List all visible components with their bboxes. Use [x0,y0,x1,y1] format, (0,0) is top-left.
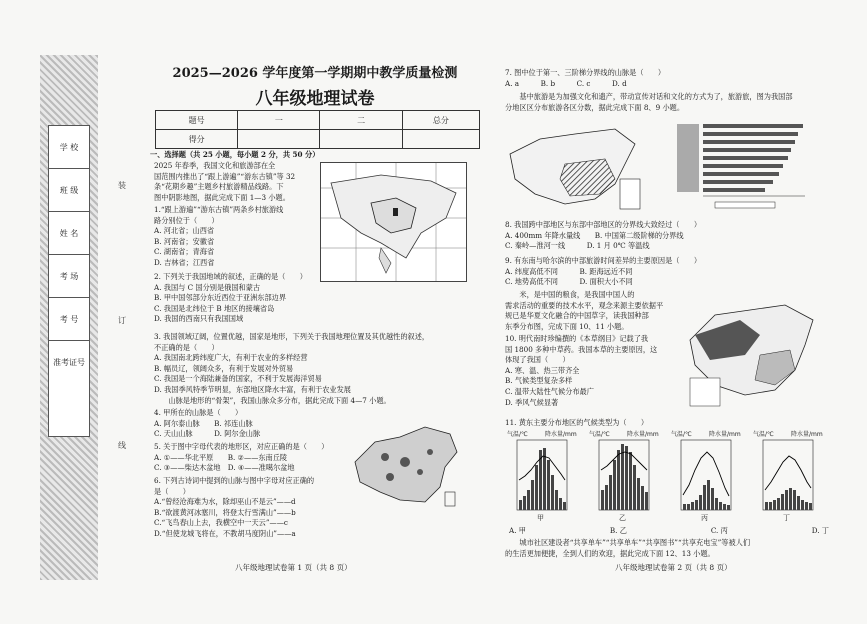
binding-mark: 订 [118,316,126,325]
question-8: 8. 我国跨中部地区与东部中部地区的分界线大致经过（ ） A. 400mm 年降水量线 B. 中国第二级阶梯的分界线 C. 秦岭—淮河一线 D. 1 月 0℃ 等温线 [505,220,702,251]
china-mountains-map [345,422,465,514]
left-page [150,62,480,602]
field-class: 班 级 [49,169,89,212]
climate-charts [505,430,835,525]
climate-axis-label: 气温/℃ [753,431,774,438]
score-cell [238,130,320,149]
question-10: 10. 明代南时珍编撰的《本草纲目》记载了我 国 1800 多种中草药。我国本草的主要原因，这 体现了我国（ ） A. 寒、温、热三带齐全 B. 气候类型复杂多样 C. 温带大陆性气候分布最广 D. 季风气候显著 [505,334,658,407]
option-a: A. 甲 [509,526,526,535]
field-name: 姓 名 [49,212,89,255]
score-cell: 题号 [156,111,238,130]
score-cell [402,130,479,149]
option-c: C. 丙 [710,526,728,535]
china-region-map [505,124,645,214]
question-2: 2. 下列关于我国地域的叙述，正确的是（ ） A. 我国与 C 国分别是俄国和蒙古 B. 甲中国邻部分东近西位于亚洲东部边界 C. 我国是北纬位于 B 地区的接壤省岛 D. 我国的西南只有我国国域 [154,272,307,324]
student-info-box [48,125,90,437]
field-exam-number: 考 号 [49,298,89,341]
exam-title: 2025—2026 学年度第一学期期中教学质量检测 [172,66,458,81]
score-cell [320,130,402,149]
section-heading: 一、选择题（共 25 小题，每小题 2 分，共 50 分） [150,150,320,159]
question-4: 4. 甲所在的山脉是（ ） A. 阿尔泰山脉 B. 祁连山脉 C. 天山山脉 D. 阿尔金山脉 [154,408,261,439]
option-b: B. 乙 [609,526,627,535]
question-3: 3. 我国领域辽阔，位置优越，国家是地形，下列关于我国地理位置及其优越性的叙述， 不正确的是（ ） A. 我国南北跨纬度广大，有利于农业的多样经营 B. 幅员辽，领阔众多，有利于发展对外贸易 C. 我国是一个海陆兼备的国家，不利于发展海洋贸易 D. 我国季风特季节明显，东部地区降水丰富，有利于农业发展 山脉是地形的“骨架”，我国山脉众多分布，据此完成下面 4—7 小题。 [154,332,430,405]
binding-mark: 线 [118,441,126,450]
climate-axis-label: 降水量/mm [627,431,659,438]
binding-strip [40,55,98,580]
score-cell: 二 [320,111,402,130]
climate-axis-label: 降水量/mm [791,431,823,438]
climate-chart-label: 丁 [783,514,790,522]
question-intro: 城市社区建设者“共享单车”“共享单车”“共享图书”“共享充电宝”等被人们 的生活更加便捷，全到人们的欢迎，据此完成下面 12、13 小题。 [505,538,751,558]
bar-chart [675,120,815,212]
climate-axis-label: 气温/℃ [671,431,692,438]
field-school: 学 校 [49,126,89,169]
option-d: D. 丁 [811,526,829,535]
climate-axis-label: 降水量/mm [709,431,741,438]
question-9: 9. 有东南与哈尔滨的中部旅游时间差异的主要原因是（ ） A. 纬度高低不同 B. 距海远近不同 C. 地势高低不同 D. 面积大小不同 [505,256,702,287]
right-page [505,62,835,602]
climate-chart-label: 甲 [537,514,544,522]
score-cell: 得分 [156,130,238,149]
question-7: 7. 图中位于第一、三阶梯分界线的山脉是（ ） A. a B. b C. c D. d [505,68,666,88]
asia-map [320,162,467,282]
question-1: 1.“跟上游遍”“游东古镇”两条乡村旅游线 路分别位于（ ） A. 河北省；山西省 B. 河南省；安徽省 C. 湖南省；青海省 D. 吉林省；江西省 [154,205,284,267]
question-intro: 2025 年春季，我国文化和旅游部在全 国范围内推出了“跟上游遍”“游东古镇”等 32 条“花期乡趣”主题乡村旅游精品线路。下 图中阴影地图，据此完成下面 1—3 小题。 [154,161,296,202]
climate-axis-label: 气温/℃ [589,431,610,438]
score-cell: 一 [238,111,320,130]
climate-chart-label: 丙 [701,514,708,522]
question-5: 5. 关于图中字母代表的地形区，对应正确的是（ ） A. ①——华北平原 B. ②——东南丘陵 C. ③——柴达木盆地 D. ④——准噶尔盆地 [154,442,329,473]
binding-mark: 装 [118,181,126,190]
exam-subject-title: 八年级地理试卷 [255,89,375,109]
field-exam-room: 考 场 [49,255,89,298]
page-footer: 八年级地理试卷第 2 页（共 8 页） [615,563,732,572]
score-cell: 总分 [402,111,479,130]
question-11-options [509,526,829,537]
page-footer: 八年级地理试卷第 1 页（共 8 页） [235,563,352,572]
climate-axis-label: 气温/℃ [507,431,528,438]
question-11: 11. 黄东主要分布地区的气候类型为（ ） [505,418,649,427]
question-intro: 米，是中国的粮食，是我国中国人的 需求活动的重要的技术水平，观念来源主要依据平 规已是华夏文化融合的中国草字，读我国种部 东季分布图，完成下面 10、11 小题。 [505,290,664,331]
score-table [155,110,480,149]
field-admission-number: 准考证号 [53,357,85,367]
climate-chart-label: 乙 [619,514,626,522]
question-6: 6. 下列古诗词中提到的山脉与图中字母对应正确的 是（ ） A.“曾经沧海难为水，除却巫山不是云”——d B.“欲渡黄河冰塞川，将登太行雪满山”——b C.“飞鸟春山上去，我横空中一天云”——c D.“但使龙城飞将在，不教胡马度阴山”——a [154,476,315,538]
china-tea-map [685,300,820,410]
climate-axis-label: 降水量/mm [545,431,577,438]
question-intro: 基中旅游是为加强文化和遗产，带动宣传对话和文化的方式为了，旅游旅，图为我国部 分地区区分布旅游各区分数，据此完成下面 8、9 小题。 [505,92,793,112]
